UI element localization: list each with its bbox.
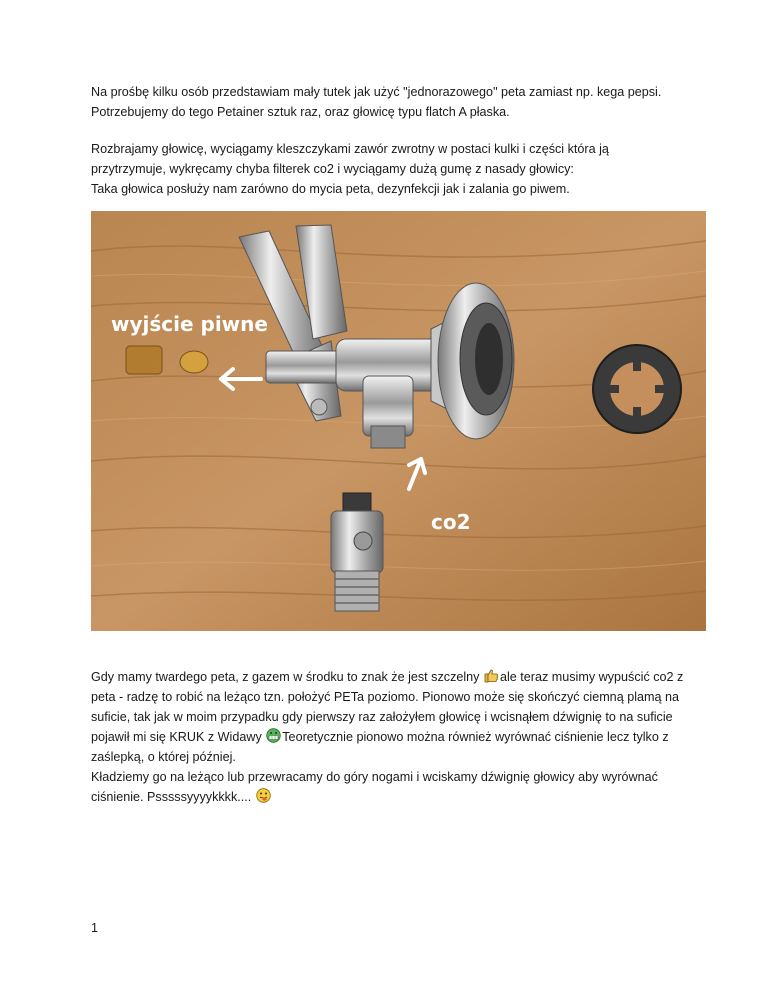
text-line: Taka głowica posłuży nam zarówno do mycia peta, dezynfekcji jak i zalania go piwem. <box>91 182 570 196</box>
text-line <box>91 727 711 747</box>
co2-fitting <box>331 493 383 611</box>
text-line: Na prośbę kilku osób przedstawiam mały tutek jak użyć "jednorazowego" peta zamiast np. kega pepsi. <box>91 85 662 99</box>
text-line: Kładziemy go na leżąco lub przewracamy do góry nogami i wciskamy dźwignię głowicy aby wyrównać <box>91 770 658 784</box>
text-span: pojawił mi się KRUK z Widawy <box>91 730 266 744</box>
text-line <box>91 787 711 807</box>
keg-coupler-photo <box>91 211 706 631</box>
text-span: Teoretycznie pionowo można również wyrównać ciśnienie lecz tylko z <box>282 730 669 744</box>
rubber-gasket <box>593 345 681 433</box>
text-line: Potrzebujemy do tego Petainer sztuk raz, oraz głowicę typu flatch A płaska. <box>91 105 510 119</box>
text-span: ciśnienie. Psssssyyyykkkk.... <box>91 790 255 804</box>
intro-paragraph <box>91 82 711 122</box>
text-line <box>91 667 711 687</box>
beer-outlet-label: wyjście piwne <box>111 312 268 336</box>
text-line: przytrzymuje, wykręcamy chyba filterek co2 i wyciągamy dużą gumę z nasady głowicy: <box>91 162 574 176</box>
coupler-head <box>438 283 514 439</box>
text-line: Rozbrajamy głowicę, wyciągamy kleszczykami zawór zwrotny w postaci kulki i części która ją <box>91 142 609 156</box>
text-line: zaślepką, o której później. <box>91 750 236 764</box>
text-line: suficie, tak jak w moim przypadku gdy pierwszy raz założyłem głowicę i wcisnąłem dźwignię to na suficie <box>91 710 673 724</box>
grin-icon <box>266 728 281 743</box>
page-number: 1 <box>91 921 99 935</box>
text-span: ale teraz musimy wypuścić co2 z <box>499 670 684 684</box>
thumbs-up-icon <box>484 668 499 683</box>
co2-label: co2 <box>431 510 471 534</box>
disassembly-paragraph <box>91 139 711 199</box>
text-span: Gdy mamy twardego peta, z gazem w środku to znak że jest szczelny <box>91 670 483 684</box>
tongue-out-icon <box>256 788 271 803</box>
pressure-paragraph <box>91 667 711 807</box>
text-line: peta - radzę to robić na leżąco tzn. położyć PETa poziomo. Pionowo może się skończyć ciemną plamą na <box>91 690 680 704</box>
